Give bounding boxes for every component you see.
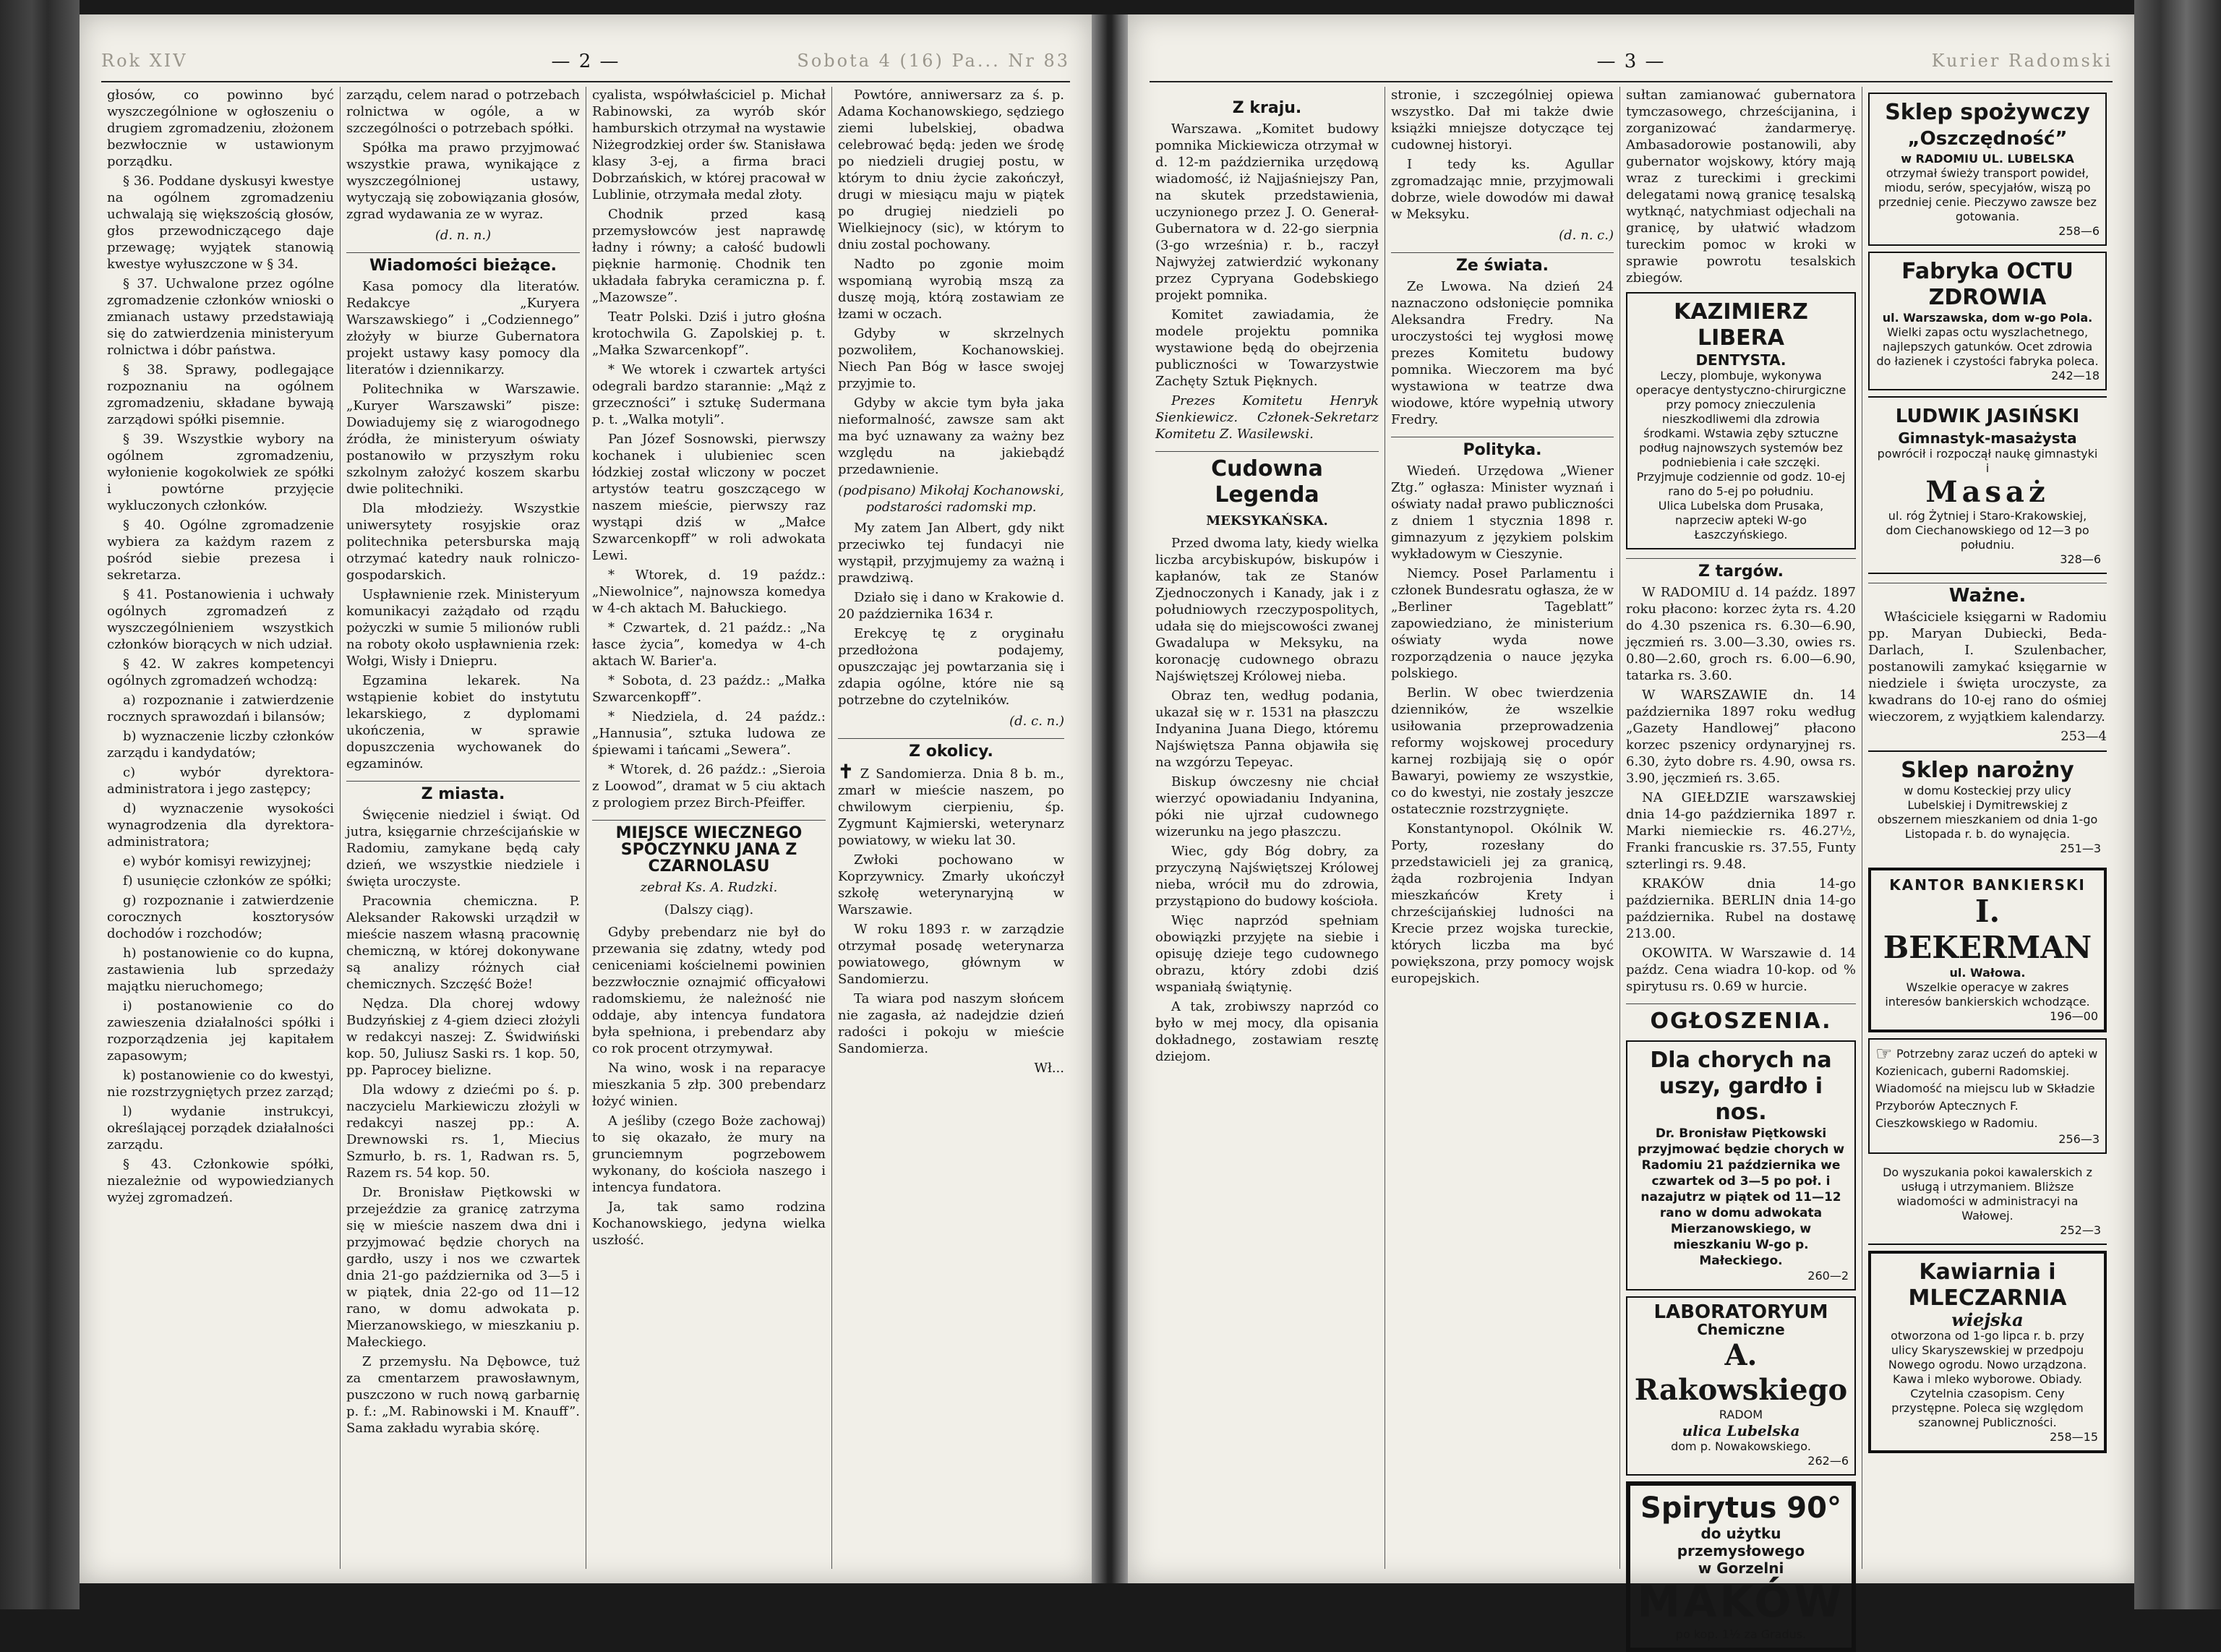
left-page-bleedthrough-left: Rok XIV	[101, 51, 188, 71]
statute-paragraph: § 43. Członkowie spółki, niezależnie od wypowiedzianych wyżej zgromadzeń.	[107, 1157, 334, 1205]
statute-paragraph: k) postanowienie co do kwestyi, nie rozstrzygniętych przez zarząd;	[107, 1068, 334, 1100]
theatre-item: * Czwartek, d. 21 paźdz.: „Na łasce życia”, komedya w 4-ch aktach W. Barier'a.	[592, 620, 826, 669]
left-page-bleedthrough-right: Sobota 4 (16) Pa... Nr 83	[797, 51, 1070, 71]
ad-bank-street: ul. Wałowa.	[1949, 966, 2026, 980]
left-column-3	[586, 87, 831, 1569]
paragraph: Niemcy. Poseł Parlamentu i członek Bundesratu ogłasza, że w „Berliner Tageblatt” zapowiedziano, że ministerium oświaty wyda nowe rozporządzenia o nauce języka polskiego.	[1391, 566, 1614, 681]
ad-dentist-name: KAZIMIERZ LIBERA	[1674, 299, 1808, 351]
ad-chemical-lab	[1626, 1296, 1856, 1476]
ad-bank-top: KANTOR BANKIERSKI	[1889, 876, 2086, 894]
ad-pharm-text: Potrzebny zaraz uczeń do apteki w Kozienicach, guberni Radomskiej. Wiadomość na miejscu lub w Składzie Przyborów Aptecznych F. Cieszkowskiego w Radomiu.	[1875, 1047, 2098, 1130]
ad-ear-doctor	[1626, 1040, 1856, 1291]
ad-massage	[1868, 396, 2107, 574]
statute-paragraph: § 39. Wszystkie wybory na ogólnem zgromadzeniu, wyłonienie kogokolwiek ze spółki i powtórne przyjęcie wykluczonych członków.	[107, 432, 334, 513]
right-page-number: — 3 —	[1596, 51, 1666, 72]
ad-dentist-role: DENTYSTA.	[1695, 351, 1786, 369]
ad-massage-address: ul. róg Żytniej i Staro-Krakowskiej, dom Ciechanowskiego od 12—3 po południu.	[1886, 509, 2089, 552]
ad-grocery-title: Sklep spożywczy	[1885, 100, 2090, 125]
statute-paragraph: § 41. Postanowienia i uchwały ogólnych zgromadzeń z wyszczególnieniem wszystkich członków biorących w nich udział.	[107, 587, 334, 652]
paragraph: A tak, zrobiwszy naprzód co było w mej mocy, dla opisania dokładnego, zostawiam resztę dziejom.	[1155, 999, 1379, 1064]
paragraph: Przed dwoma laty, kiedy wielka liczba arcybiskupów, biskupów i kapłanów, tak ze Stanów Zjednoczonych i Kanady, jak i z południowych rzeczypospolitych, udała się do miejscowości zwanej Gwadalupa w Meksyku, na koronację cudownego obrazu Najświętszej Królowej nieba.	[1155, 536, 1379, 684]
legend-title: Cudowna Legenda	[1155, 451, 1379, 508]
statute-paragraph: l) wydanie instrukcyi, określającej porządek działalności zarządu.	[107, 1104, 334, 1152]
ad-dentist	[1626, 292, 1856, 549]
right-book-edge	[2134, 0, 2221, 1609]
ad-number: 262—6	[1807, 1454, 1849, 1468]
theatre-item: * We wtorek i czwartek artyści odegrali bardzo starannie: „Mąż z grzeczności” i sztukę Sudermana p. t. „Walka motyli”.	[592, 362, 826, 427]
author-byline: zebrał Ks. A. Rudzki.	[640, 880, 778, 895]
city-item: Święcenie niedziel i świąt. Od jutra, księgarnie chrześcijańskie w Radomiu, zamykane będą cały dzień, we wszystkie niedziele i święta uroczyste.	[346, 808, 580, 889]
ad-spirit-line1: Spirytus 90°	[1640, 1491, 1841, 1525]
statute-paragraph: i) postanowienie co do zawieszenia działalności spółki i rozporządzenia jej kapitałem zapasowym;	[107, 998, 334, 1063]
paragraph: Komitet zawiadamia, że modele projektu pomnika wystawione będą do obejrzenia publiczności w Towarzystwie Zachęty Sztuk Pięknych.	[1155, 307, 1379, 389]
theatre-item: * Niedziela, d. 24 paźdz.: „Hannusia”, sztuka ludowa ze śpiewami i tańcami „Sewera”.	[592, 709, 826, 758]
paragraph: Gdyby w akcie tym była jaka nieformalność, zawsze sam akt ma być uznawany za ważny bez względu na jakiebądź przedawnienie.	[838, 395, 1064, 477]
ad-massage-role: Gimnastyk-masażysta	[1898, 429, 2077, 447]
paragraph: Działo się i dano w Krakowie d. 20 października 1634 r.	[838, 590, 1064, 622]
paragraph: W roku 1893 r. w zarządzie otrzymał posadę weterynarza powiatowego, głównym w Sandomierzu.	[838, 922, 1064, 987]
right-column-3	[1619, 87, 1862, 1641]
news-item: Uspławnienie rzek. Ministeryum komunikacyi zażądało od rządu pożyczki w sumie 5 milionów rubli na roboty około uspławnienia rzek: Wołgi, Wisły i Dniepru.	[346, 587, 580, 669]
paragraph: W RADOMIU d. 14 paźdz. 1897 roku płacono: korzec żyta rs. 4.20 do 4.30 pszenica rs. 6.30—6.90, jęczmień rs. 3.00—3.30, owies rs. 0.80—2.60, groch rs. 6.00—6.90, tatarka rs. 3.60.	[1626, 585, 1856, 683]
ad-rooms	[1868, 1160, 2107, 1245]
statute-paragraph: a) rozpoznanie i zatwierdzenie rocznych sprawozdań i bilansów;	[107, 693, 334, 724]
left-book-edge	[0, 0, 80, 1609]
left-column-4	[831, 87, 1070, 1569]
ad-grocery-name: „Oszczędność”	[1907, 128, 2068, 150]
committee-signature: Prezes Komitetu Henryk Sienkiewicz. Członek-Sekretarz Komitetu Z. Wasilewski.	[1155, 393, 1379, 442]
right-page-header-rule	[1150, 81, 2113, 82]
section-heading-markets: Z targów.	[1626, 558, 1856, 580]
city-item: Z przemysłu. Na Dębowce, tuż za cmentarzem prawosławnym, puszczono w ruch nową garbarnię p. f.: „M. Rabinowski i M. Knauff”. Sama zakładu wyrabia skórę.	[346, 1354, 580, 1436]
ad-spirit-name: MAKÓW	[1637, 1577, 1845, 1627]
paragraph: Erekcyę tę z oryginału przedłożona podajemy, opuszczając jej powtarzania się i zdapia ogólne, które nie są potrzebne do czytelników.	[838, 626, 1064, 708]
ad-bank-text: Wszelkie operacye w zakres interesów bankierskich wchodzące.	[1885, 980, 2090, 1009]
city-item: Dla wdowy z dziećmi po ś. p. naczycielu Markiewiczu złożyli w redakcyi naszej pp.: A. Drewnowski rs. 1, Miecius Szmurło, b. rs. 1, Radwan rs. 5, Razem rs. 54 kop. 50.	[346, 1082, 580, 1181]
ad-vinegar-title: Fabryka OCTU ZDROWIA	[1901, 259, 2074, 310]
statute-paragraph: b) wyznaczenie liczby członków zarządu i kandydatów;	[107, 729, 334, 761]
notice-text: Właściciele księgarni w Radomiu pp. Maryan Dubiecki, Beda-Darlach, I. Szulenbacher, postanowili zamykać księgarnie w niedziele i święta uroczyste, za kwadrans do 10-ej rano do ośmiej wieczorem, z wyjątkiem kalendarzy.	[1868, 609, 2107, 724]
ad-spirit-price: po kop. 1½ za Gradus.	[1675, 1627, 1807, 1641]
signature: (d. c. n.)	[1009, 714, 1064, 729]
paragraph: zarządu, celem narad o potrzebach rolnictwa w ogóle, a w szczególności o potrzebach spółki.	[346, 87, 580, 136]
ad-dentist-hours: Przyjmuje codziennie od godz. 10-ej rano do 5-ej po południu.	[1636, 470, 1846, 498]
section-heading-resting-place: MIEJSCE WIECZNEGO SPOCZYNKU JANA Z CZARNOLASU	[592, 820, 826, 875]
news-item: Dla młodzieży. Wszystkie uniwersytety rosyjskie oraz politechnika petersburska mają otrzymać katedry nauk rolniczo-gospodarskich.	[346, 501, 580, 583]
ad-lab-line1: LABORATORYUM	[1653, 1301, 1828, 1323]
ad-cafe-sub: wiejska	[1951, 1309, 2024, 1330]
section-heading-country: Z kraju.	[1232, 99, 1302, 117]
paragraph: Berlin. W obec twierdzenia dzienników, że wszelkie usiłowania przeprowadzenia reformy wojskowej procedury karnej rozbijają się o opór Bawaryi, powiemy ze wszystkie, co do kwestyi, nie zostały jeszcze ostatecznie rozstrzygnięte.	[1391, 685, 1614, 817]
ad-corner-shop	[1868, 750, 2107, 862]
paragraph: stronie, i szczególniej opiewa wszystko. Dał mi także dwie książki mniejsze dotyczące tej cudownej historyi.	[1391, 87, 1614, 153]
ad-number: 242—18	[2051, 369, 2100, 382]
signature: (d. n. n.)	[435, 228, 492, 243]
paragraph: Więc naprzód spełniam obowiązki przyjęte na siebie i opisuję dzieje tego cudownego obrazu, który zdobi dziś wspaniałą świątynię.	[1155, 913, 1379, 995]
paragraph: Ta wiara pod naszym słońcem nie zagasła, aż nadejdzie dzień radości i pokoju w mieście Sandomierza.	[838, 991, 1064, 1056]
paragraph: Spółka ma prawo przyjmować wszystkie prawa, wynikające z wyszczególnionej ustawy, wytyczają się zobowiązania głosów, zgrad wydawania ze w wyraz.	[346, 140, 580, 222]
theatre-item: Teatr Polski. Dziś i jutro głośna krotochwila G. Zapolskiej p. t. „Małka Szwarcenkopf”.	[592, 309, 826, 358]
right-column-1	[1150, 87, 1385, 1569]
book-gutter	[1092, 14, 1128, 1583]
ad-grocery-text: otrzymał świeży transport powideł, miodu, serów, specyjałów, wiszą po przedniej cenie. Pieczywo zawsze bez gotowania.	[1878, 166, 2097, 223]
theatre-item: Pan Józef Sosnowski, pierwszy kochanek i ulubieniec scen łódzkiej został wliczony w poczet artystów teatru goszczącego w naszem mieście, pierwszy raz wystąpi dziś w „Małce Szwarcenkopff” w roli adwokata Lewi.	[592, 432, 826, 563]
ad-lab-name: A. Rakowskiego	[1634, 1338, 1848, 1407]
ad-spirit-makow	[1626, 1481, 1856, 1652]
section-heading-politics: Polityka.	[1391, 437, 1614, 458]
ad-pharmacy-apprentice	[1868, 1038, 2107, 1154]
right-column-4-ads	[1862, 87, 2113, 1569]
paragraph: W WARSZAWIE dn. 14 października 1897 roku według „Gazety Handlowej” płacono korzec pszenicy ordynaryjnej rs. 6.30, żyto dobre rs. 4.90, owsa rs. 3.90, jęczmień rs. 3.65.	[1626, 688, 1856, 786]
paragraph: Obraz ten, według podania, ukazał się w r. 1531 na płaszczu Indyanina Juana Diego, któremu Najświętsza Panna objawiła się na wzgórzu Tepeyac.	[1155, 688, 1379, 770]
ad-number: 196—00	[2050, 1009, 2098, 1023]
ad-corner-title: Sklep narożny	[1901, 758, 2074, 783]
ad-doctor-headline: Dla chorych na uszy, gardło i nos.	[1650, 1048, 1832, 1125]
statute-paragraph: § 38. Sprawy, podlegające rozpoznaniu na ogólnem zgromadzeniu, składane bywają zarządowi spółki pisemnie.	[107, 362, 334, 427]
left-page-number: — 2 —	[551, 51, 620, 72]
statute-paragraph: c) wybór dyrektora-administratora i jego zastępcy;	[107, 765, 334, 797]
section-heading-world: Ze świata.	[1391, 252, 1614, 274]
left-page-header	[101, 51, 1070, 77]
theatre-item: * Wtorek, d. 26 paźdz.: „Sieroia z Loowod”, dramat w 5 ciu aktach z prologiem przez Birch-Pfeiffer.	[592, 762, 826, 810]
statute-paragraph: § 37. Uchwalone przez ogólne zgromadzenie członków wnioski o zmianach ustawy przedstawiają się do zatwierdzenia ministeryum rolnictwa i dóbr państwa.	[107, 276, 334, 358]
ad-bank	[1868, 868, 2107, 1032]
paragraph: Warszawa. „Komitet budowy pomnika Mickiewicza otrzymał w d. 12-m października urzędową wiadomość, iż Najjaśniejszy Pan, na skutek przedstawienia, uczynionego przez J. O. Generał-Gubernatora w d. 22-go sierpnia (3-go września) r. b., raczył Najwyżej zatwierdzić wykonany przez Cypryana Godebskiego projekt pomnika.	[1155, 121, 1379, 303]
ad-massage-name: LUDWIK JASIŃSKI	[1895, 406, 2080, 427]
notice-title: Ważne.	[1868, 583, 2107, 604]
paragraph: Wiec, gdy Bóg dobry, za przyczyną Najświętszej Królowej nieba, wrócił mu do zdrowia, przystąpiono do budowy kościoła.	[1155, 844, 1379, 909]
legend-subtitle: MEKSYKAŃSKA.	[1206, 513, 1328, 528]
theatre-item: * Wtorek, d. 19 paźdz.: „Niewolnice”, najnowsza komedya w 4-ch aktach M. Bałuckiego.	[592, 568, 826, 616]
statute-paragraph: § 36. Poddane dyskusyi kwestye na ogólnem zgromadzeniu uchwalają się większością głosów, głos przewodniczącego daje przewagę; wyjątek stanowią kwestye wyłuszczone w § 34.	[107, 174, 334, 272]
statute-paragraph: f) usunięcie członków ze spółki;	[123, 873, 332, 889]
statute-paragraph: d) wyznaczenie wysokości wynagrodzenia dla dyrektora-administratora;	[107, 801, 334, 849]
paragraph: Biskup ówczesny nie chciał wierzyć opowiadaniu Indyanina, póki nie ujrzał cudownego wizerunku na jego płaszczu.	[1155, 774, 1379, 839]
paragraph: OKOWITA. W Warszawie d. 14 paźdz. Cena wiadra 10-kop. od % spirytusu rs. 0.69 w hurcie.	[1626, 946, 1856, 994]
left-column-1	[101, 87, 340, 1569]
ad-lab-street: ulica Lubelska	[1682, 1422, 1800, 1439]
signature: (podpisano) Mikołaj Kochanowski, podstarości radomski mp.	[838, 483, 1064, 515]
continued-note: (Dalszy ciąg).	[664, 902, 754, 917]
ad-rooms-text: Do wyszukania pokoi kawalerskich z usługą i utrzymaniem. Bliższe wiadomości w administracyi na Wałowej.	[1883, 1165, 2092, 1223]
paragraph: Konstantynopol. Okólnik W. Porty, rozesłany do przedstawicieli jej za granicą, żąda rozbrojenia Indyan mieszkańców Krety i chrześcijańskiej ludności na Krecie przez wojska tureckie, których liczba ma być powiększona, przy pomocy wojsk europejskich.	[1391, 821, 1614, 986]
ad-vinegar-address: ul. Warszawska, dom w-go Pola.	[1882, 311, 2093, 325]
paragraph: Nadto po zgonie moim wspomianą wyrobią mszą za duszę moją, którą zostawiam ze łzami w oczach.	[838, 257, 1064, 322]
paragraph: NA GIEŁDZIE warszawskiej dnia 14-go października 1897 r. Marki niemieckie rs. 46.27½, Franki francuskie rs. 37.55, Funty szterlingi rs. 9.48.	[1626, 790, 1856, 872]
ad-number: 253—4	[2060, 729, 2107, 744]
paragraph: Gdyby w skrzelnych pozwoliłem, Kochanowskiej. Niech Pan Bóg w łasce swojej przyjmie to.	[838, 326, 1064, 391]
signature: Wł...	[1034, 1061, 1064, 1076]
news-item: Politechnika w Warszawie. „Kuryer Warszawski” pisze: Dowiadujemy się z wiarogodnego źródła, że ministeryum oświaty postanowiło w przyszłym roku szkolnym założyć koszem skarbu dwie politechniki.	[346, 382, 580, 497]
paragraph: Zwłoki pochowano w Koprzywnicy. Zmarły ukończył szkołę weterynaryjną w Warszawie.	[838, 852, 1064, 917]
statute-paragraph: g) rozpoznanie i zatwierdzenie corocznych kosztorysów dochodów i rozchodów;	[107, 893, 334, 941]
news-item: Kasa pomocy dla literatów. Redakcye „Kuryera Warszawskiego” i „Codziennego” złożyły w biurze Gubernatora projekt ustawy kasy pomocy dla literatów i dziennikarzy.	[346, 279, 580, 377]
paragraph: Gdyby prebendarz nie był do przewania się zdatny, wtedy pod ceniceniami kościelnemi powinien bezzwłocznie oznajmić officyałowi radomskiemu, że należność nie oddaje, aby intencya fundatora była spełniona, i prebendarz aby co rok procent otrzymywał.	[592, 925, 826, 1056]
signature: (d. n. c.)	[1559, 228, 1614, 243]
ad-cafe-text: otworzona od 1-go lipca r. b. przy ulicy Skaryszewskiej w przedpoju Nowego ogrodu. Nowo urządzona. Kawa i mleko wyborowe. Obiady. Czytelnia czasopism. Ceny przystępne. Poleca się względom szanownej Publiczności.	[1888, 1329, 2087, 1429]
paragraph: Wiedeń. Urzędowa „Wiener Ztg.” ogłasza: Minister wyznań i oświaty nadał prawo publiczności z dniem 1 stycznia 1898 r. gimnazyum z językiem polskim wykładowym w Cieszynie.	[1391, 463, 1614, 562]
ad-number: 251—3	[2060, 842, 2101, 855]
city-item: Pracownia chemiczna. P. Aleksander Rakowski urządził w mieście naszem własną pracownię chemiczną, w której dokonywane są analizy różnych ciał chemicznych. Szczęść Boże!	[346, 894, 580, 992]
paragraph: I tedy ks. Agullar zgromadzając mnie, przyjmowali dobrze, wiele dowodów mi dawał w Meksyku.	[1391, 157, 1614, 222]
left-page-header-rule	[101, 81, 1070, 82]
ad-doctor-text: Dr. Bronisław Piętkowski przyjmować będzie chorych w Radomiu 21 października we czwartek od 3—5 po poł. i nazajutrz w piątek od 11—12 rano w domu adwokata Mierzanowskiego, w mieszkaniu W-go p. Małeckiego.	[1637, 1126, 1845, 1268]
ad-dentist-address: Ulica Lubelska dom Prusaka, naprzeciw apteki W-go Łaszczyńskiego.	[1658, 499, 1824, 542]
right-column-2	[1385, 87, 1619, 1569]
section-heading-region: Z okolicy.	[838, 738, 1064, 760]
ad-grocery-address: w RADOMIU UL. LUBELSKA	[1901, 152, 2074, 166]
ad-corner-text: w domu Kosteckiej przy ulicy Lubelskiej i Dymitrewskiej z obszernem mieszkaniem od dnia 1-go Listopada r. b. do wynajęcia.	[1877, 784, 2098, 841]
ad-lab-line2: Chemiczne	[1697, 1321, 1785, 1338]
theatre-item: * Sobota, d. 23 paźdz.: „Małka Szwarcenkopff”.	[592, 673, 826, 705]
paragraph: My zatem Jan Albert, gdy nikt przeciwko tej fundacyi nie wystąpił, przyjmujemy za ważną i prawdziwą.	[838, 521, 1064, 586]
ad-massage-title: Masaż	[1925, 475, 2050, 509]
obituary	[838, 761, 1064, 849]
pointing-hand-icon: ☞	[1875, 1043, 1893, 1065]
paragraph: cyalista, współwłaściciel p. Michał Rabinowski, za wyrób skór hamburskich otrzymał na wystawie Niżegrodzkiej order św. Stanisława klasy 3-ej, a firma braci Dobrzańskich, w której pracował w Lublinie, otrzymała medal złoty.	[592, 87, 826, 202]
section-heading-current-news: Wiadomości bieżące.	[346, 252, 580, 274]
ad-cafe	[1868, 1251, 2107, 1453]
ad-bank-name: I. BEKERMAN	[1883, 894, 2092, 965]
ad-vinegar	[1868, 252, 2107, 390]
statute-paragraph: § 42. W zakres kompetencyi ogólnych zgromadzeń wchodzą:	[107, 656, 334, 688]
paragraph: A jeśliby (czego Boże zachowaj) to się okazało, że mury na grunciemnym pogrzebowem wykonany, do kościoła naszego i intencya fundatora.	[592, 1113, 826, 1195]
section-heading-announcements: OGŁOSZENIA.	[1626, 1003, 1856, 1035]
statute-paragraph: § 40. Ogólne zgromadzenie wybiera za każdym razem z pośród siebie prezesa i sekretarza.	[107, 518, 334, 583]
ad-spirit-line3: w Gorzelni	[1698, 1559, 1784, 1577]
ad-lab-city: RADOM	[1719, 1408, 1763, 1421]
ad-number: 258—15	[2050, 1430, 2098, 1444]
left-column-2	[340, 87, 586, 1569]
ad-number: 258—6	[2058, 224, 2100, 238]
ad-massage-text: powrócił i rozpoczął naukę gimnastyki i	[1877, 447, 2098, 475]
obituary-text: Z Sandomierza. Dnia 8 b. m., zmarł w mieście naszem, po chwilowym cierpieniu, śp. Zygmunt Kajmierski, weterynarz powiatowy, w wieku lat 30.	[838, 766, 1064, 848]
ad-grocery	[1868, 93, 2107, 246]
ad-number: 256—3	[2058, 1132, 2100, 1146]
left-newspaper-page	[80, 14, 1092, 1583]
city-item: Nędza. Dla chorej wdowy Budzyńskiej z 4-giem dzieci złożyli w redakcyi naszej: Z. Świdwiński kop. 50, Juliusz Saski rs. 1 kop. 50, pp. Paprocey bielizne.	[346, 996, 580, 1078]
cross-icon: ✝	[838, 761, 854, 783]
statute-paragraph: h) postanowienie co do kupna, zastawienia lub sprzedaży majątku nieruchomego;	[107, 946, 334, 994]
ad-number: 260—2	[1807, 1269, 1849, 1283]
paragraph: Ja, tak samo rodzina Kochanowskiego, jedyna wielka uszłość.	[592, 1199, 826, 1248]
section-heading-city: Z miasta.	[346, 781, 580, 803]
paragraph: Chodnik przed kasą przemysłowców jest naprawdę ładny i równy; a całość budowli pięknie harmonię. Chodnik ten układała fabryka ceramiczna p. f. „Mazowsze”.	[592, 207, 826, 305]
ad-vinegar-text: Wielki zapas octu wyszlachetnego, najlepszych gatunków. Ocet zdrowia do łazienek i czystości fabryka poleca.	[1876, 325, 2099, 368]
right-page-bleedthrough: Kurier Radomski	[1931, 51, 2113, 71]
paragraph: Na wino, wosk i na reparacye mieszkania 5 złp. 300 prebendarz łożyć winien.	[592, 1061, 826, 1109]
right-page-header	[1150, 51, 2113, 77]
ad-dentist-text: Leczy, plombuje, wykonywa operacye dentystyczno-chirurgiczne przy pomocy znieczulenia nieszkodliwemi dla zdrowia środkami. Wstawia zęby sztuczne podług najnowszych systemów bez podniebienia i całe szczęki.	[1635, 369, 1846, 469]
paragraph: Ze Lwowa. Na dzień 24 naznaczono odsłonięcie pomnika Aleksandra Fredry. Na uroczystości tej wygłosi mowę prezes Komitetu budowy pomnika. Wieczorem ma być wystawiona w teatrze dwa wiodowe, które wypełnią utwory Fredry.	[1391, 279, 1614, 427]
city-item: Dr. Bronisław Piętkowski w przejeździe za granicę zatrzyma się w mieście naszem dwa dni i przyjmować będzie chorych na gardło, uszy i nos we czwartek dnia 21-go października od 3—5 i w piątek, dnia 22-go od 11—12 rano, w domu adwokata p. Mierzanowskiego, w mieszkaniu p. Małeckiego.	[346, 1185, 580, 1350]
paragraph: KRAKÓW dnia 14-go października. BERLIN dnia 14-go października. Rubel na dostawę 213.00.	[1626, 876, 1856, 941]
paragraph: sułtan zamianować gubernatora tymczasowego, chrześcijanina, i zorganizować żandarmeryę. Ambasadorowie postanowili, aby gubernator wojskowy, który mają wraz z tureckimi i greckimi delegatami nową granicę tesalską wytknąć, natychmiast odjechali na granicę, by ułatwić władzom tureckim pomoc w kroki w sprawie powrotu tesalskich zbiegów.	[1626, 87, 1856, 286]
ad-lab-house: dom p. Nowakowskiego.	[1671, 1439, 1811, 1453]
paragraph: Powtóre, anniwersarz za ś. p. Adama Kochanowskiego, sędziego ziemi lubelskiej, obadwa celebrować będą: jeden we środę po niedzieli drugiej postu, w którym to dniu życie zakończył, drugi w miesiącu maju w piątek po drugiej niedzieli po Wielkiejnocy (sic), w którym to dniu zostal pochowany.	[838, 87, 1064, 252]
statute-paragraph: głosów, co powinno być wyszczególnione w ogłoszeniu o drugiem zgromadzeniu, złożonem bezwłocznie w ustawionym porządku.	[107, 87, 334, 169]
news-item: Egzamina lekarek. Na wstąpienie kobiet do instytutu lekarskiego, z dyplomami ukończenia, w sprawie dopuszczenia wychowanek do egzaminów.	[346, 673, 580, 771]
ad-number: 252—3	[2060, 1223, 2101, 1237]
ad-spirit-line2: do użytku przemysłowego	[1677, 1525, 1805, 1559]
statute-paragraph: e) wybór komisyi rewizyjnej;	[123, 854, 312, 869]
ad-number: 328—6	[2060, 552, 2101, 566]
ad-cafe-title: Kawiarnia i MLECZARNIA	[1908, 1259, 2067, 1311]
right-newspaper-page	[1128, 14, 2134, 1641]
